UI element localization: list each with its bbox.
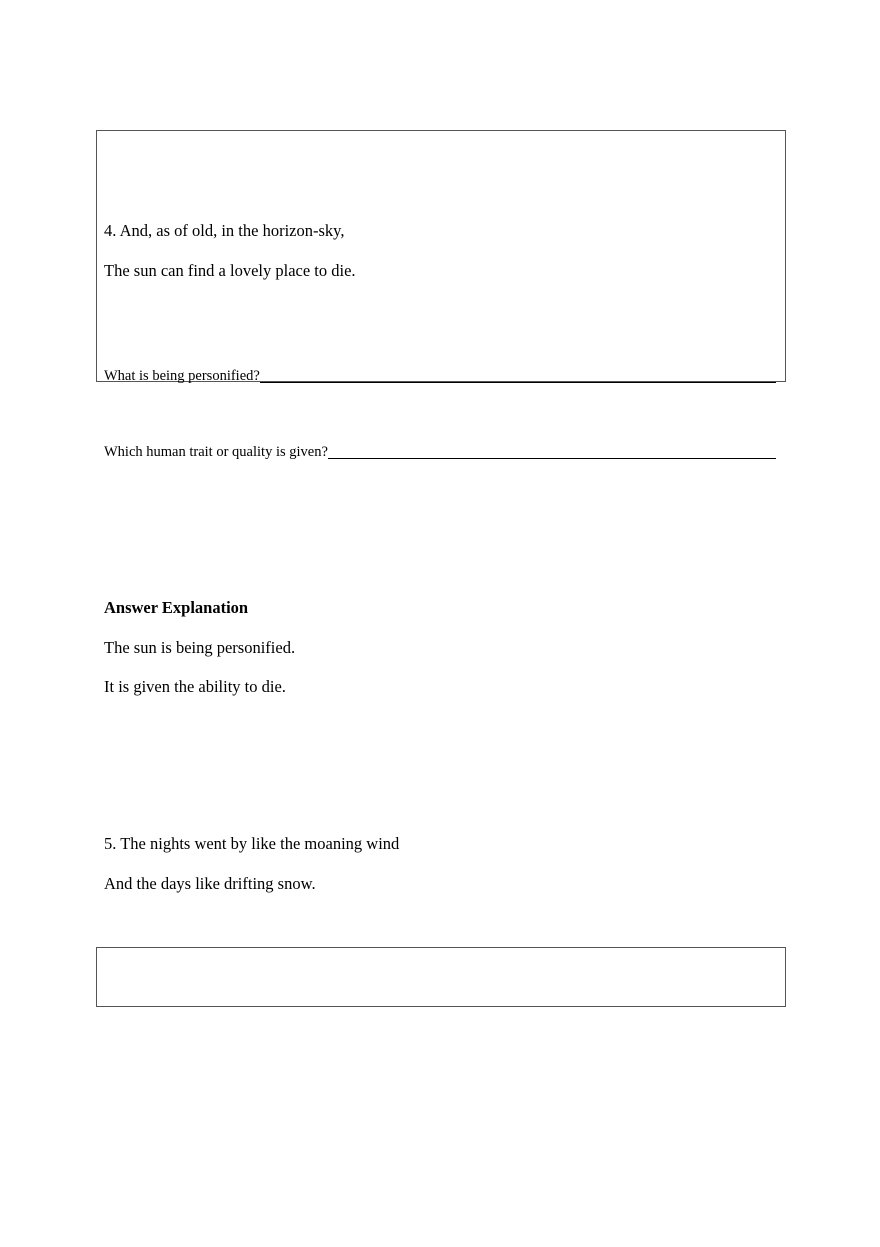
question-5-line-1: 5. The nights went by like the moaning wind: [104, 834, 400, 853]
question-4-line-2: The sun can find a lovely place to die.: [104, 261, 356, 280]
question-5-line-2: And the days like drifting snow.: [104, 874, 316, 893]
personified-answer-blank[interactable]: [260, 368, 776, 383]
trait-answer-blank[interactable]: [328, 444, 776, 459]
question-5-box: [96, 947, 786, 1007]
trait-question-row: [104, 443, 776, 461]
personified-question-row: [104, 367, 776, 385]
answer-explanation-heading: Answer Explanation: [104, 598, 249, 617]
question-4-box: [96, 130, 786, 382]
personified-question-label: What is being personified?: [104, 368, 260, 384]
trait-question-label: Which human trait or quality is given?: [104, 444, 328, 460]
answer-explanation-line-2: It is given the ability to die.: [104, 677, 286, 696]
question-4-line-1: 4. And, as of old, in the horizon-sky,: [104, 221, 345, 240]
answer-explanation-line-1: The sun is being personified.: [104, 638, 296, 657]
